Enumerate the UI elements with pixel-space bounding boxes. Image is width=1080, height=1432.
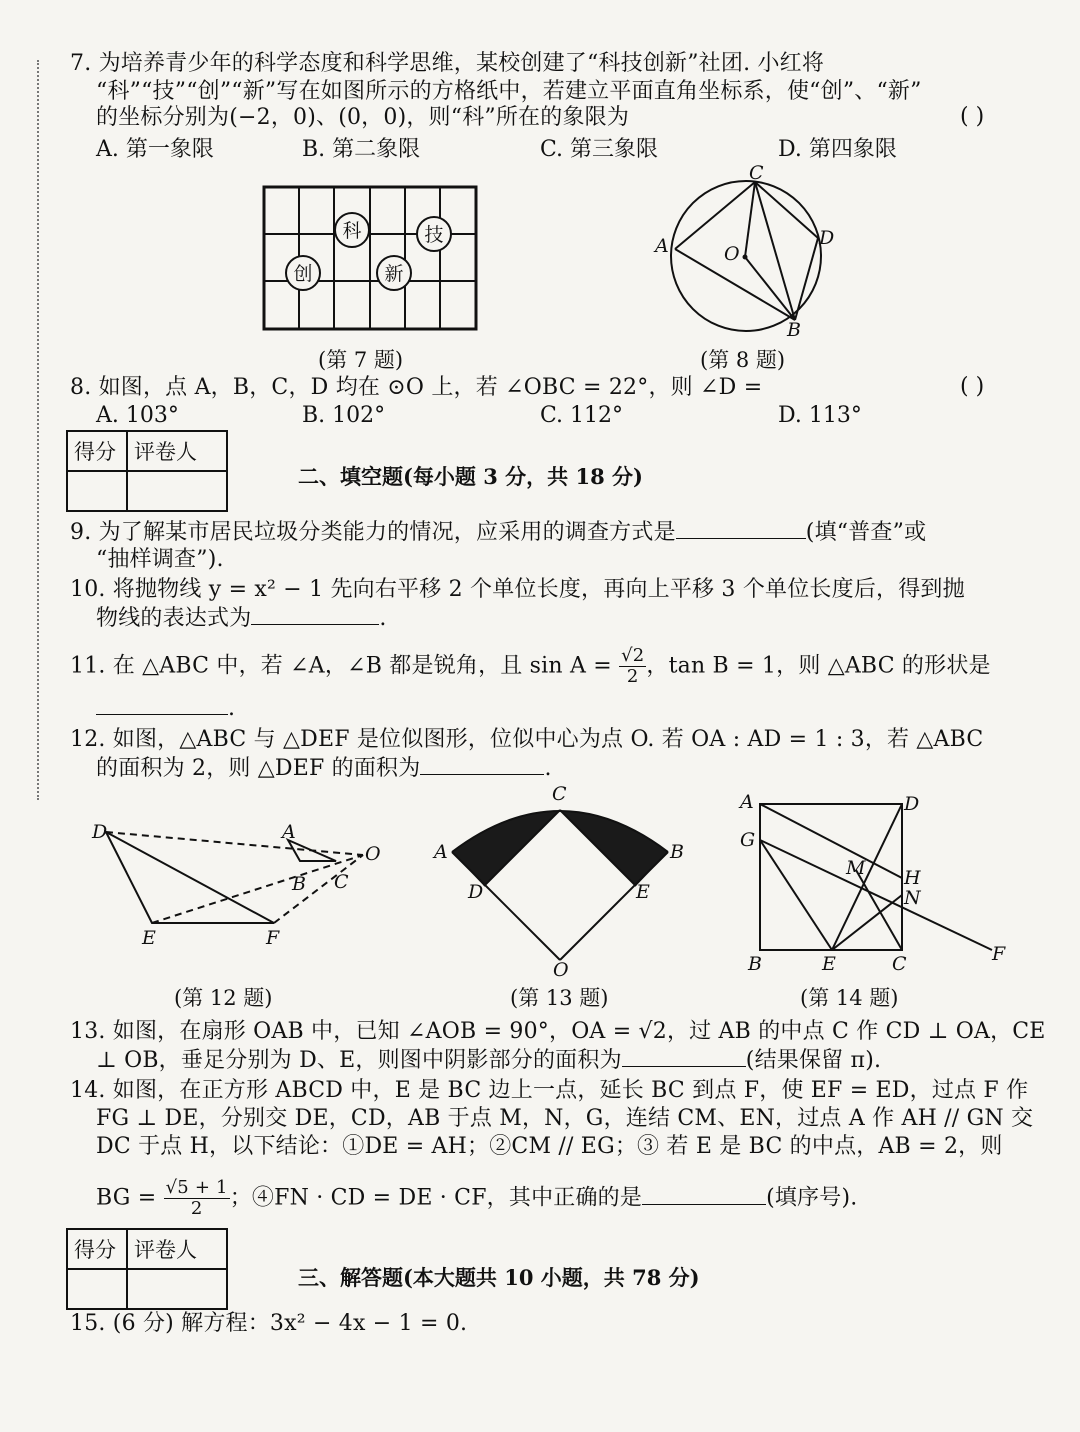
q11-frac-num: √2 (621, 645, 645, 666)
q8-option-c: C. 112° (540, 403, 624, 428)
fig8-label-b: B (787, 319, 801, 341)
q14-frac-num: √5 + 1 (165, 1177, 228, 1198)
q14-answer-blank[interactable] (642, 1184, 766, 1205)
q8-option-d: D. 113° (778, 403, 862, 428)
q7-option-b: B. 第二象限 (302, 137, 421, 162)
figure-12-homothety (88, 818, 388, 948)
fig13-label-e: E (636, 881, 650, 903)
figure-14-caption: (第 14 题) (800, 986, 899, 1010)
grader-header: 评卷人 (127, 431, 227, 471)
q11-line2 (96, 694, 235, 723)
q8-answer-paren: ( ) (960, 374, 985, 399)
grid-char-chuang: 创 (293, 263, 313, 285)
figure-8-caption: (第 8 题) (700, 348, 786, 372)
q8-option-b: B. 102° (302, 403, 386, 428)
figure-8-circle (650, 160, 850, 340)
q10-line1: 10. 将抛物线 y = x² − 1 先向右平移 2 个单位长度，再向上平移 3 个单位长度后，得到抛 (70, 577, 965, 602)
q11-line1 (70, 646, 991, 687)
score-table-2 (66, 1228, 228, 1310)
grader-header: 评卷人 (127, 1229, 227, 1269)
q10-period: . (379, 606, 387, 631)
q7-line1: 7. 为培养青少年的科学态度和科学思维，某校创建了“科技创新”社团. 小红将 (70, 51, 825, 76)
fig14-label-b: B (748, 953, 762, 975)
grader-cell[interactable] (127, 471, 227, 511)
q7-answer-paren: ( ) (960, 104, 985, 129)
fig14-label-c: C (892, 953, 907, 975)
fig14-label-f: F (992, 943, 1006, 965)
q12-line2 (96, 754, 552, 783)
q13-note: (结果保留 π). (745, 1048, 882, 1073)
q8-stem: 8. 如图，点 A，B，C，D 均在 ⊙O 上，若 ∠OBC = 22°，则 ∠D = (70, 375, 763, 400)
figure-13-caption: (第 13 题) (510, 986, 609, 1010)
q7-option-d: D. 第四象限 (778, 137, 897, 162)
q9-hint: (填“普查”或 (805, 520, 927, 545)
figure-7-grid (262, 185, 480, 335)
q7-line3: 的坐标分别为(−2，0)、(0，0)，则“科”所在的象限为 (96, 105, 630, 130)
q7-option-a: A. 第一象限 (96, 137, 214, 162)
fig14-label-g: G (740, 829, 756, 851)
q14-line2: FG ⊥ DE，分别交 DE，CD，AB 于点 M，N，G，连结 CM、EN，过点 A 作 AH // GN 交 (96, 1106, 1034, 1131)
q14-line1: 14. 如图，在正方形 ABCD 中，E 是 BC 边上一点，延长 BC 到点 F，使 EF = ED，过点 F 作 (70, 1078, 1029, 1103)
q14-fraction (164, 1178, 230, 1219)
section-3-title: 三、解答题(本大题共 10 小题，共 78 分) (298, 1265, 700, 1290)
fig12-label-a: A (282, 821, 296, 843)
section-2-title: 二、填空题(每小题 3 分，共 18 分) (298, 464, 643, 489)
fig12-label-b: B (292, 873, 306, 895)
fig8-label-a: A (655, 235, 669, 257)
q11-period: . (228, 696, 236, 721)
fig12-label-d: D (92, 821, 108, 843)
fig12-label-f: F (266, 927, 280, 949)
score-header: 得分 (67, 431, 127, 471)
fig14-label-d: D (904, 793, 920, 815)
fig12-label-c: C (334, 871, 349, 893)
q11-stem-2: ，tan B = 1，则 △ABC 的形状是 (646, 653, 991, 679)
fig13-label-b: B (670, 841, 684, 863)
fig14-label-n: N (904, 887, 921, 909)
fig13-label-c: C (552, 783, 567, 805)
fig13-label-a: A (434, 841, 448, 863)
q14-line3: DC 于点 H，以下结论：①DE = AH；②CM // EG；③ 若 E 是 BC 的中点，AB = 2，则 (96, 1134, 1003, 1159)
q10-line2 (96, 604, 387, 633)
q10-answer-blank[interactable] (251, 604, 379, 625)
q13-line2 (96, 1046, 881, 1075)
q14-line4 (96, 1178, 857, 1219)
q7-option-c: C. 第三象限 (540, 137, 659, 162)
q14-stem: ；④FN · CD = DE · CF，其中正确的是 (229, 1185, 643, 1211)
q13-stem: ⊥ OB，垂足分别为 D、E，则图中阴影部分的面积为 (96, 1048, 622, 1073)
fig14-label-a: A (740, 791, 754, 813)
q9-line2: “抽样调查”). (96, 547, 224, 572)
fig8-label-d: D (819, 227, 835, 249)
grader-cell[interactable] (127, 1269, 227, 1309)
score-cell[interactable] (67, 1269, 127, 1309)
fig13-label-d: D (468, 881, 484, 903)
fig12-label-e: E (142, 927, 156, 949)
q12-answer-blank[interactable] (420, 754, 544, 775)
q11-frac-den: 2 (626, 666, 639, 687)
q11-answer-blank[interactable] (96, 694, 228, 715)
q9-stem: 9. 为了解某市居民垃圾分类能力的情况，应采用的调查方式是 (70, 520, 676, 545)
q12-line1: 12. 如图，△ABC 与 △DEF 是位似图形，位似中心为点 O. 若 OA : AD = 1 : 3，若 △ABC (70, 727, 984, 752)
figure-13-sector (430, 780, 690, 980)
q14-frac-den: 2 (190, 1198, 203, 1219)
figure-14-square (730, 790, 1030, 980)
fig14-label-m: M (846, 857, 866, 879)
q10-stem: 物线的表达式为 (96, 606, 252, 631)
q13-answer-blank[interactable] (622, 1046, 746, 1067)
q12-stem: 的面积为 2，则 △DEF 的面积为 (96, 756, 421, 781)
fig13-label-o: O (553, 959, 569, 981)
grid-char-ji: 技 (424, 224, 444, 246)
fig14-label-e: E (822, 953, 836, 975)
score-cell[interactable] (67, 471, 127, 511)
fig14-label-h: H (904, 867, 921, 889)
fig12-label-o: O (365, 843, 381, 865)
score-table-1 (66, 430, 228, 512)
q9-line1 (70, 518, 926, 547)
fig8-label-o: O (724, 243, 740, 265)
q14-note: (填序号). (766, 1185, 858, 1211)
figure-12-caption: (第 12 题) (174, 986, 273, 1010)
fig8-label-c: C (749, 162, 764, 184)
grid-char-xin: 新 (384, 263, 404, 285)
q14-bg-label: BG = (96, 1185, 157, 1211)
q13-line1: 13. 如图，在扇形 OAB 中，已知 ∠AOB = 90°，OA = √2，过 AB 的中点 C 作 CD ⊥ OA，CE (70, 1019, 1046, 1044)
q11-stem: 11. 在 △ABC 中，若 ∠A，∠B 都是锐角，且 sin A = (70, 653, 612, 679)
q11-fraction (619, 646, 646, 687)
binding-margin-line (37, 60, 39, 800)
figure-7-caption: (第 7 题) (318, 348, 404, 372)
q7-line2: “科”“技”“创”“新”写在如图所示的方格纸中，若建立平面直角坐标系，使“创”、“新” (96, 79, 922, 104)
grid-char-ke: 科 (342, 220, 362, 242)
score-header: 得分 (67, 1229, 127, 1269)
q9-answer-blank[interactable] (676, 518, 806, 539)
q15-line: 15. (6 分) 解方程：3x² − 4x − 1 = 0. (70, 1311, 468, 1336)
q12-period: . (544, 756, 552, 781)
q8-option-a: A. 103° (96, 403, 179, 428)
